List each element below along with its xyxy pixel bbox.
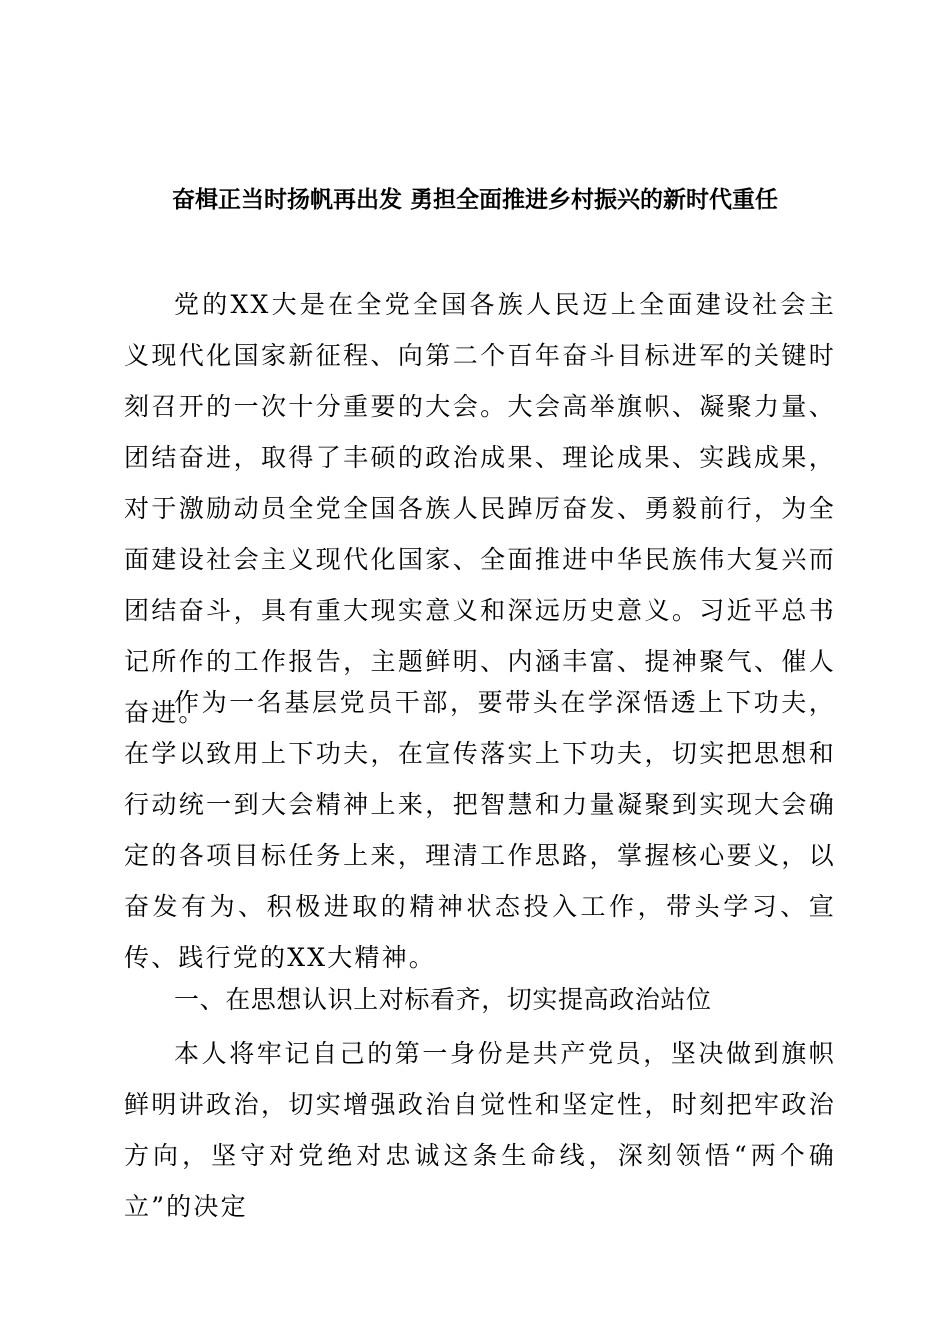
document-title: 奋楫正当时扬帆再出发 勇担全面推进乡村振兴的新时代重任 [171,187,778,213]
section-paragraph: 本人将牢记自己的第一身份是共产党员，坚决做到旗帜鲜明讲政治，切实增强政治自觉性和坚定性，时刻把牢政治方向，坚守对党绝对忠诚这条生命线，深刻领悟“两个确立”的决定 [124,1039,836,1221]
paragraph-2: 作为一名基层党员干部，要带头在学深悟透上下功夫，在学以致用上下功夫，在宣传落实上下功夫，切实把思想和行动统一到大会精神上来，把智慧和力量凝聚到实现大会确定的各项目标任务上来，理清工作思路，掌握核心要义，以奋发有为、积极进取的精神状态投入工作，带头学习、宣传、践行党的XX大精神。 [124,688,836,972]
section-heading: 一、在思想认识上对标看齐，切实提高政治站位 [174,985,712,1014]
paragraph-1: 党的XX大是在全党全国各族人民迈上全面建设社会主义现代化国家新征程、向第二个百年奋斗目标进军的关键时刻召开的一次十分重要的大会。大会高举旗帜、凝聚力量、团结奋进，取得了丰硕的政治成果、理论成果、实践成果，对于激励动员全党全国各族人民踔厉奋发、勇毅前行，为全面建设社会主义现代化国家、全面推进中华民族伟大复兴而团结奋斗，具有重大现实意义和深远历史意义。习近平总书记所作的工作报告，主题鲜明、内涵丰富、提神聚气、催人奋进。 [124,290,836,727]
